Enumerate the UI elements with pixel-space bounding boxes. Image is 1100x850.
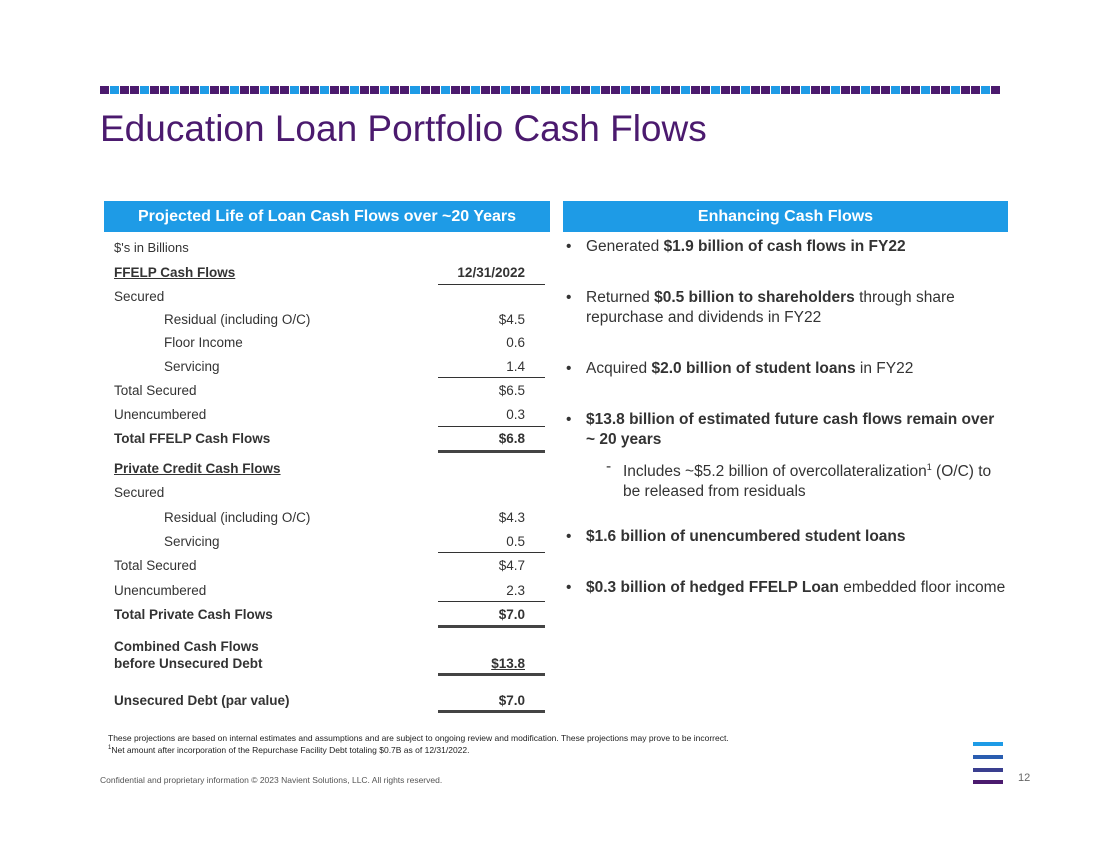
total-double-rule — [438, 625, 545, 628]
ffelp-row-value: 0.6 — [506, 335, 525, 350]
bar-segment — [230, 86, 239, 94]
bar-segment — [781, 86, 790, 94]
bullet-dot: • — [566, 528, 572, 545]
subtotal-rule — [438, 377, 545, 378]
bar-segment — [551, 86, 560, 94]
bar-segment — [701, 86, 710, 94]
bar-segment — [150, 86, 159, 94]
bar-segment — [180, 86, 189, 94]
units-label: $'s in Billions — [114, 240, 189, 255]
footnote-1: $^1$Net amount after incorporation of the Repurchase Facility Debt totaling $0.7B as of 12/31/2022. — [108, 745, 470, 755]
bar-segment — [981, 86, 990, 94]
bar-segment — [250, 86, 259, 94]
bar-segment — [931, 86, 940, 94]
bar-segment — [831, 86, 840, 94]
bar-segment — [270, 86, 279, 94]
bar-segment — [751, 86, 760, 94]
bar-segment — [711, 86, 720, 94]
bar-segment — [130, 86, 139, 94]
bar-segment — [951, 86, 960, 94]
bar-segment — [461, 86, 470, 94]
bar-segment — [731, 86, 740, 94]
ffelp-section-title: FFELP Cash Flows — [114, 265, 236, 280]
bar-segment — [601, 86, 610, 94]
bar-segment — [260, 86, 269, 94]
bar-segment — [861, 86, 870, 94]
private-section-title: Private Credit Cash Flows — [114, 461, 281, 476]
private-total-secured-label: Total Secured — [114, 558, 197, 573]
bar-segment — [741, 86, 750, 94]
bar-segment — [501, 86, 510, 94]
bar-segment — [481, 86, 490, 94]
bar-segment — [300, 86, 309, 94]
bullet-dot: • — [566, 411, 572, 428]
bar-segment — [380, 86, 389, 94]
bar-segment — [330, 86, 339, 94]
bar-segment — [871, 86, 880, 94]
ffelp-row-label: Servicing — [164, 359, 220, 374]
bar-segment — [771, 86, 780, 94]
combined-label-line2: before Unsecured Debt — [114, 656, 263, 671]
bar-segment — [310, 86, 319, 94]
page-number: 12 — [1018, 772, 1031, 784]
bar-segment — [491, 86, 500, 94]
bar-segment — [200, 86, 209, 94]
bar-segment — [410, 86, 419, 94]
private-unencumbered-value: 2.3 — [506, 583, 525, 598]
bar-segment — [360, 86, 369, 94]
bar-segment — [681, 86, 690, 94]
private-row-label: Servicing — [164, 534, 220, 549]
private-secured-label: Secured — [114, 485, 165, 500]
date-column-header: 12/31/2022 — [457, 265, 525, 280]
bar-segment — [811, 86, 820, 94]
bar-segment — [140, 86, 149, 94]
bar-segment — [971, 86, 980, 94]
bar-segment — [911, 86, 920, 94]
private-row-value: $4.3 — [498, 510, 525, 525]
bar-segment — [210, 86, 219, 94]
bar-segment — [350, 86, 359, 94]
bar-segment — [721, 86, 730, 94]
bar-segment — [571, 86, 580, 94]
bar-segment — [901, 86, 910, 94]
private-total-value: $7.0 — [498, 607, 525, 622]
bar-segment — [821, 86, 830, 94]
bar-segment — [791, 86, 800, 94]
private-unencumbered-label: Unencumbered — [114, 583, 207, 598]
footnote-disclaimer: These projections are based on internal estimates and assumptions and are subject to ongoing review and modification. These projections may prove to be incorrect. — [108, 733, 729, 743]
bar-segment — [641, 86, 650, 94]
ffelp-total-secured-label: Total Secured — [114, 383, 197, 398]
unsecured-rule — [438, 710, 545, 713]
bar-segment — [531, 86, 540, 94]
decorative-top-bar — [100, 86, 1000, 94]
bar-segment — [561, 86, 570, 94]
bar-segment — [691, 86, 700, 94]
bar-segment — [441, 86, 450, 94]
total-double-rule — [438, 450, 545, 453]
bar-segment — [471, 86, 480, 94]
private-total-label: Total Private Cash Flows — [114, 607, 273, 622]
bar-segment — [100, 86, 109, 94]
ffelp-secured-label: Secured — [114, 289, 165, 304]
bar-segment — [431, 86, 440, 94]
unsecured-debt-label: Unsecured Debt (par value) — [114, 693, 290, 708]
navient-logo-icon — [973, 742, 1003, 784]
confidential-notice: Confidential and proprietary information © 2023 Navient Solutions, LLC. All rights reserved. — [100, 775, 443, 785]
sub-bullet-dash: - — [606, 458, 612, 475]
bar-segment — [991, 86, 1000, 94]
bar-segment — [541, 86, 550, 94]
private-row-label: Residual (including O/C) — [164, 510, 311, 525]
bar-segment — [921, 86, 930, 94]
bar-segment — [340, 86, 349, 94]
bar-segment — [841, 86, 850, 94]
bar-segment — [120, 86, 129, 94]
bar-segment — [160, 86, 169, 94]
left-panel-header: Projected Life of Loan Cash Flows over ~20 Years — [104, 201, 550, 232]
bar-segment — [671, 86, 680, 94]
bar-segment — [581, 86, 590, 94]
bar-segment — [591, 86, 600, 94]
ffelp-unencumbered-value: 0.3 — [506, 407, 525, 422]
bullet-dot: • — [566, 579, 572, 596]
total-rule — [438, 426, 545, 427]
unsecured-debt-value: $7.0 — [498, 693, 525, 708]
bar-segment — [451, 86, 460, 94]
ffelp-row-label: Floor Income — [164, 335, 243, 350]
bar-segment — [390, 86, 399, 94]
total-rule — [438, 601, 545, 602]
private-row-value: 0.5 — [506, 534, 525, 549]
bar-segment — [631, 86, 640, 94]
private-total-secured-value: $4.7 — [498, 558, 525, 573]
bar-segment — [170, 86, 179, 94]
combined-value: $13.8 — [491, 656, 525, 671]
bar-segment — [511, 86, 520, 94]
date-header-rule — [438, 284, 545, 285]
bullet-dot: • — [566, 238, 572, 255]
bar-segment — [220, 86, 229, 94]
bar-segment — [400, 86, 409, 94]
bar-segment — [651, 86, 660, 94]
bar-segment — [421, 86, 430, 94]
bullet-dot: • — [566, 360, 572, 377]
bar-segment — [621, 86, 630, 94]
ffelp-row-value: $4.5 — [498, 312, 525, 327]
bar-segment — [851, 86, 860, 94]
bar-segment — [110, 86, 119, 94]
ffelp-row-value: 1.4 — [506, 359, 525, 374]
bar-segment — [611, 86, 620, 94]
bar-segment — [801, 86, 810, 94]
bar-segment — [240, 86, 249, 94]
ffelp-row-label: Residual (including O/C) — [164, 312, 311, 327]
bar-segment — [961, 86, 970, 94]
subtotal-rule — [438, 552, 545, 553]
bar-segment — [280, 86, 289, 94]
bar-segment — [521, 86, 530, 94]
ffelp-total-secured-value: $6.5 — [498, 383, 525, 398]
bullet-dot: • — [566, 289, 572, 306]
bar-segment — [370, 86, 379, 94]
right-panel-header: Enhancing Cash Flows — [563, 201, 1008, 232]
bar-segment — [661, 86, 670, 94]
ffelp-total-value: $6.8 — [498, 431, 525, 446]
bar-segment — [941, 86, 950, 94]
bar-segment — [761, 86, 770, 94]
bar-segment — [190, 86, 199, 94]
combined-rule — [438, 673, 545, 676]
bar-segment — [320, 86, 329, 94]
bar-segment — [881, 86, 890, 94]
slide-title: Education Loan Portfolio Cash Flows — [100, 108, 707, 149]
ffelp-unencumbered-label: Unencumbered — [114, 407, 207, 422]
combined-label-line1: Combined Cash Flows — [114, 639, 259, 654]
ffelp-total-label: Total FFELP Cash Flows — [114, 431, 271, 446]
bar-segment — [290, 86, 299, 94]
bar-segment — [891, 86, 900, 94]
